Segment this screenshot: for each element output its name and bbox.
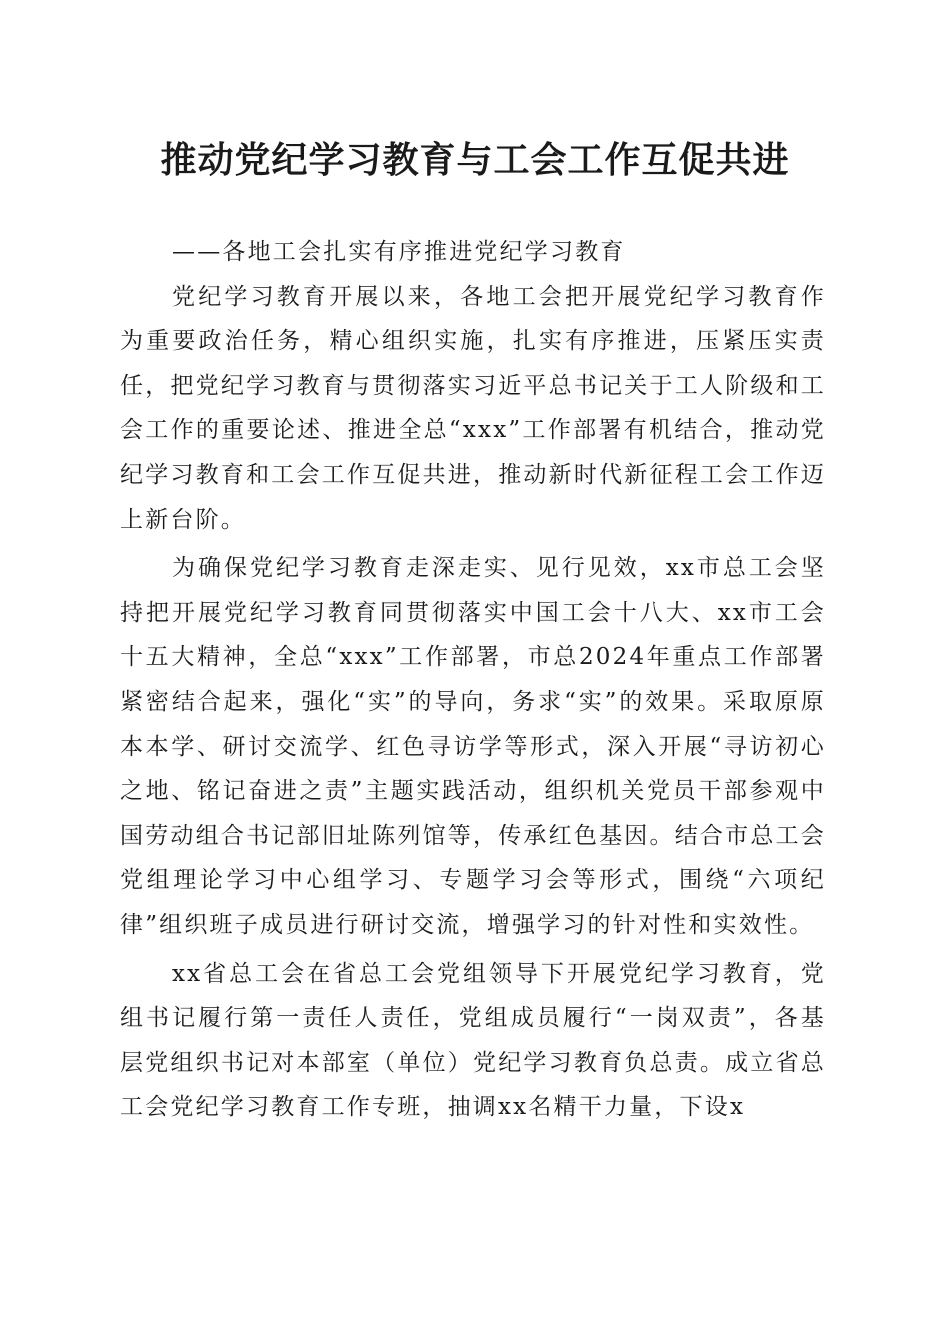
paragraph-2: 为确保党纪学习教育走深走实、见行见效，xx市总工会坚持把开展党纪学习教育同贯彻落实中国工会十八大、xx市工会十五大精神，全总“xxx”工作部署，市总2024年重点工作部署紧密结合起来，强化“实”的导向，务求“实”的效果。采取原原本本学、研讨交流学、红色寻访学等形式，深入开展“寻访初心之地、铭记奋进之责”主题实践活动，组织机关党员干部参观中国劳动组合书记部旧址陈列馆等，传承红色基因。结合市总工会党组理论学习中心组学习、专题学习会等形式，围绕“六项纪律”组织班子成员进行研讨交流，增强学习的针对性和实效性。: [120, 555, 826, 938]
paragraph-1: 党纪学习教育开展以来，各地工会把开展党纪学习教育作为重要政治任务，精心组织实施，扎实有序推进，压紧压实责任，把党纪学习教育与贯彻落实习近平总书记关于工人阶级和工会工作的重要论述、推进全总“xxx”工作部署有机结合，推动党纪学习教育和工会工作互促共进，推动新时代新征程工会工作迈上新台阶。: [120, 283, 826, 533]
document-subtitle: ——各地工会扎实有序推进党纪学习教育: [172, 239, 626, 265]
document-title: 推动党纪学习教育与工会工作互促共进: [160, 139, 790, 181]
paragraph-3: xx省总工会在省总工会党组领导下开展党纪学习教育，党组书记履行第一责任人责任，党组成员履行“一岗双责”，各基层党组织书记对本部室（单位）党纪学习教育负总责。成立省总工会党纪学习教育工作专班，抽调xx名精干力量，下设x: [120, 960, 826, 1121]
document-body: [120, 230, 826, 1130]
